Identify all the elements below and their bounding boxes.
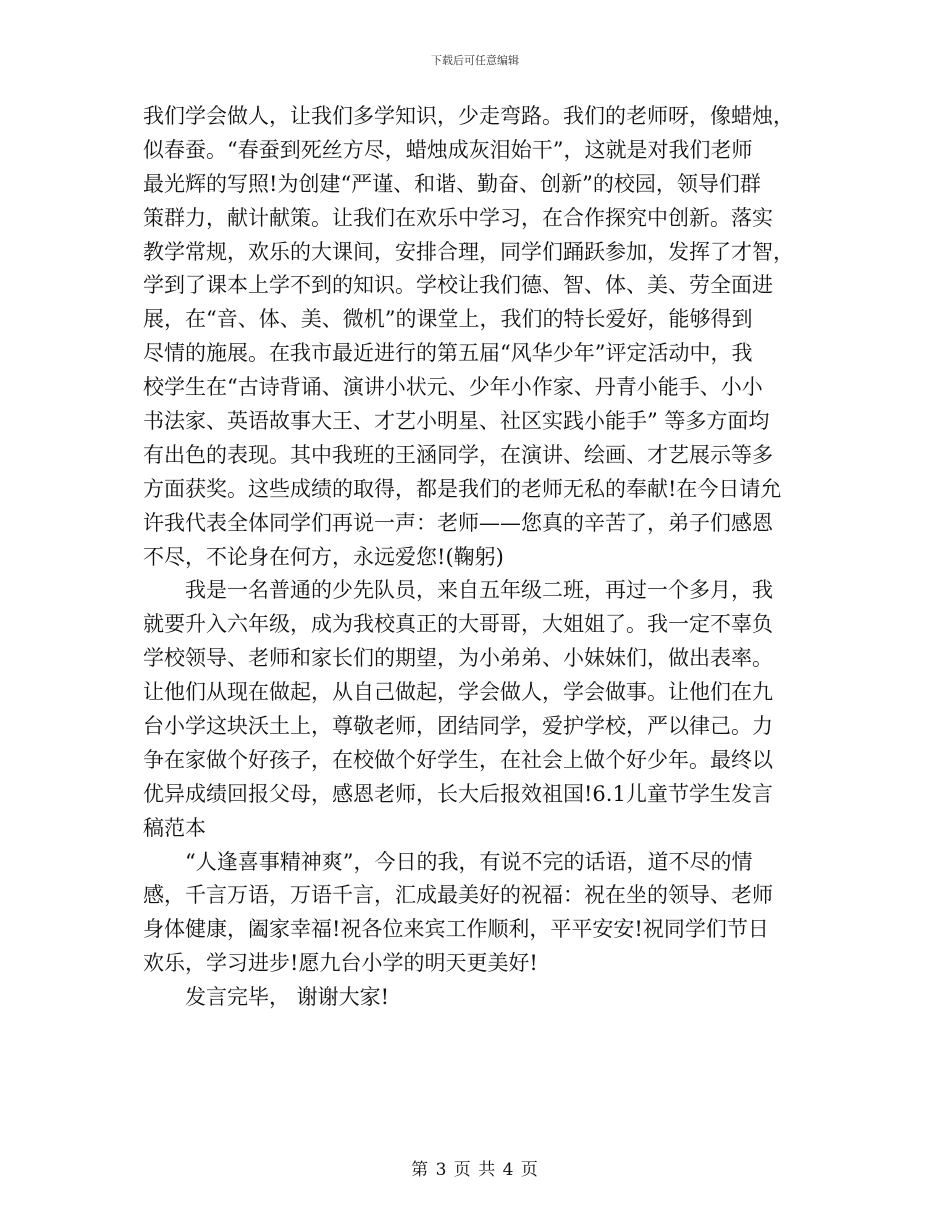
text-line: 就要升入六年级，成为我校真正的大哥哥，大姐姐了。我一定不辜负 [143, 612, 773, 637]
text-line: 似春蚕。“春蚕到死丝方尽，蜡烛成灰泪始干”，这就是对我们老师 [143, 137, 753, 162]
page-header: 下载后可任意编辑 [431, 54, 519, 67]
paragraph-start-line: “人逢喜事精神爽”，今日的我，有说不完的话语，道不尽的情 [185, 849, 753, 874]
text-line: 感，千言万语，万语千言，汇成最美好的祝福：祝在坐的领导、老师 [143, 883, 773, 908]
text-line: 争在家做个好孩子，在校做个好学生，在社会上做个好少年。最终以 [143, 747, 773, 772]
page-footer: 第 3 页 共 4 页 [411, 1160, 539, 1180]
text-line: 稿范本 [143, 815, 206, 840]
text-line: 校学生在“古诗背诵、演讲小状元、少年小作家、丹青小能手、小小 [143, 375, 763, 400]
text-line: 不尽，不论身在何方，永远爱您!(鞠躬) [143, 544, 504, 569]
text-line: 展，在“音、体、美、微机”的课堂上，我们的特长爱好，能够得到 [143, 307, 753, 332]
closing-line: 发言完毕， 谢谢大家! [185, 985, 390, 1010]
text-line: 最光辉的写照!为创建“严谨、和谐、勤奋、创新”的校园，领导们群 [143, 171, 761, 196]
body-text [143, 100, 807, 1015]
text-line: 策群力，献计献策。让我们在欢乐中学习，在合作探究中创新。落实 [143, 205, 773, 230]
text-line: 方面获奖。这些成绩的取得，都是我们的老师无私的奉献!在今日请允 [143, 476, 782, 501]
text-line: 身体健康，阖家幸福!祝各位来宾工作顺利，平平安安!祝同学们节日 [143, 917, 769, 942]
text-line: 书法家、英语故事大王、才艺小明星、社区实践小能手” 等多方面均 [143, 409, 770, 434]
text-line: 台小学这块沃土上，尊敬老师，团结同学，爱护学校，严以律己。力 [143, 714, 773, 739]
text-line: 我们学会做人，让我们多学知识，少走弯路。我们的老师呀，像蜡烛， [143, 104, 794, 128]
text-line: 优异成绩回报父母，感恩老师，长大后报效祖国!6.1儿童节学生发言 [143, 781, 773, 806]
text-line: 有出色的表现。其中我班的王涵同学，在演讲、绘画、才艺展示等多 [143, 442, 773, 467]
paragraph-start-line: 我是一名普通的少先队员，来自五年级二班，再过一个多月，我 [185, 578, 773, 603]
text-line: 欢乐，学习进步!愿九台小学的明天更美好! [143, 951, 538, 976]
text-line: 让他们从现在做起，从自己做起，学会做人，学会做事。让他们在九 [143, 680, 773, 705]
text-line: 学校领导、老师和家长们的期望，为小弟弟、小妹妹们，做出表率。 [143, 646, 773, 671]
text-line: 许我代表全体同学们再说一声：老师——您真的辛苦了，弟子们感恩 [143, 510, 773, 535]
text-line: 尽情的施展。在我市最近进行的第五届“风华少年”评定活动中，我 [143, 341, 753, 366]
text-line: 教学常规，欢乐的大课间，安排合理，同学们踊跃参加，发挥了才智， [143, 239, 794, 264]
text-line: 学到了课本上学不到的知识。学校让我们德、智、体、美、劳全面进 [143, 273, 773, 298]
